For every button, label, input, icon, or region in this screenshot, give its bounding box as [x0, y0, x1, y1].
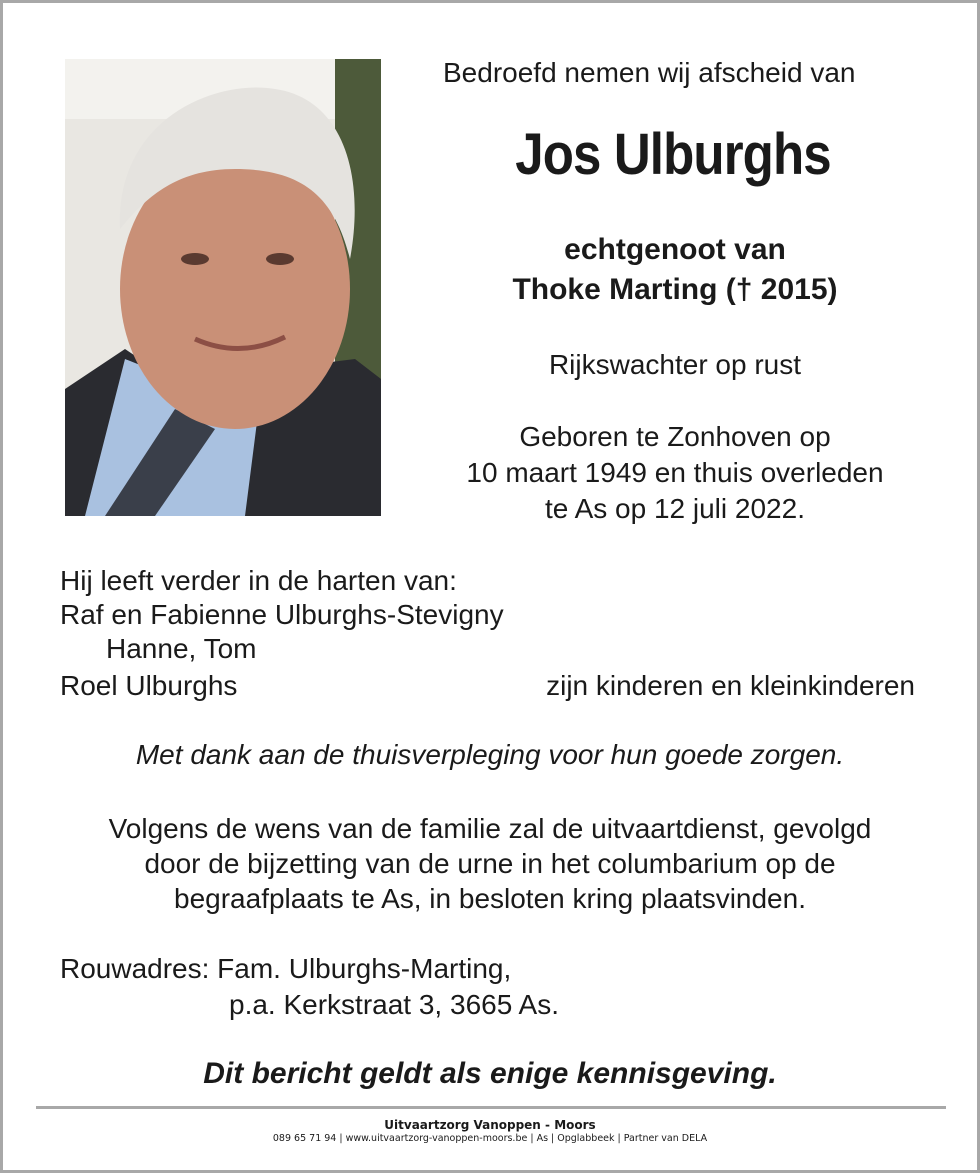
ceremony-line: door de bijzetting van de urne in het columbarium op de: [144, 848, 836, 879]
occupation: Rijkswachter op rust: [548, 349, 802, 380]
footer-divider: [36, 1106, 946, 1109]
funeral-home-name: Uitvaartzorg Vanoppen - Moors: [384, 1118, 596, 1132]
birth-line: Geboren te Zonhoven op: [519, 421, 831, 452]
family-line: Raf en Fabienne Ulburghs-Stevigny: [60, 599, 504, 630]
address-line: p.a. Kerkstraat 3, 3665 As.: [229, 989, 559, 1020]
thanks-text: Met dank aan de thuisverpleging voor hun goede zorgen.: [135, 739, 845, 770]
address-line: Rouwadres: Fam. Ulburghs-Marting,: [60, 953, 512, 984]
ceremony-line: Volgens de wens van de familie zal de uitvaartdienst, gevolgd: [108, 813, 872, 844]
ceremony-line: begraafplaats te As, in besloten kring plaatsvinden.: [174, 883, 806, 914]
family-intro: Hij leeft verder in de harten van:: [60, 565, 457, 596]
spouse-name: Thoke Marting († 2015): [512, 273, 838, 306]
family-line: Roel Ulburghs: [60, 670, 238, 701]
header-text: Bedroefd nemen wij afscheid van: [443, 57, 856, 88]
spouse-label: echtgenoot van: [564, 233, 786, 266]
family-relation: zijn kinderen en kleinkinderen: [546, 670, 915, 701]
family-line: Hanne, Tom: [106, 633, 257, 664]
portrait-photo: [65, 59, 381, 516]
death-line: 10 maart 1949 en thuis overleden: [466, 457, 884, 488]
death-place-line: te As op 12 juli 2022.: [545, 493, 805, 524]
deceased-name: Jos Ulburghs: [515, 122, 831, 187]
funeral-home-details: 089 65 71 94 | www.uitvaartzorg-vanoppen-moors.be | As | Opglabbeek | Partner van DELA: [272, 1133, 708, 1144]
notice-text: Dit bericht geldt als enige kennisgeving.: [203, 1057, 777, 1090]
